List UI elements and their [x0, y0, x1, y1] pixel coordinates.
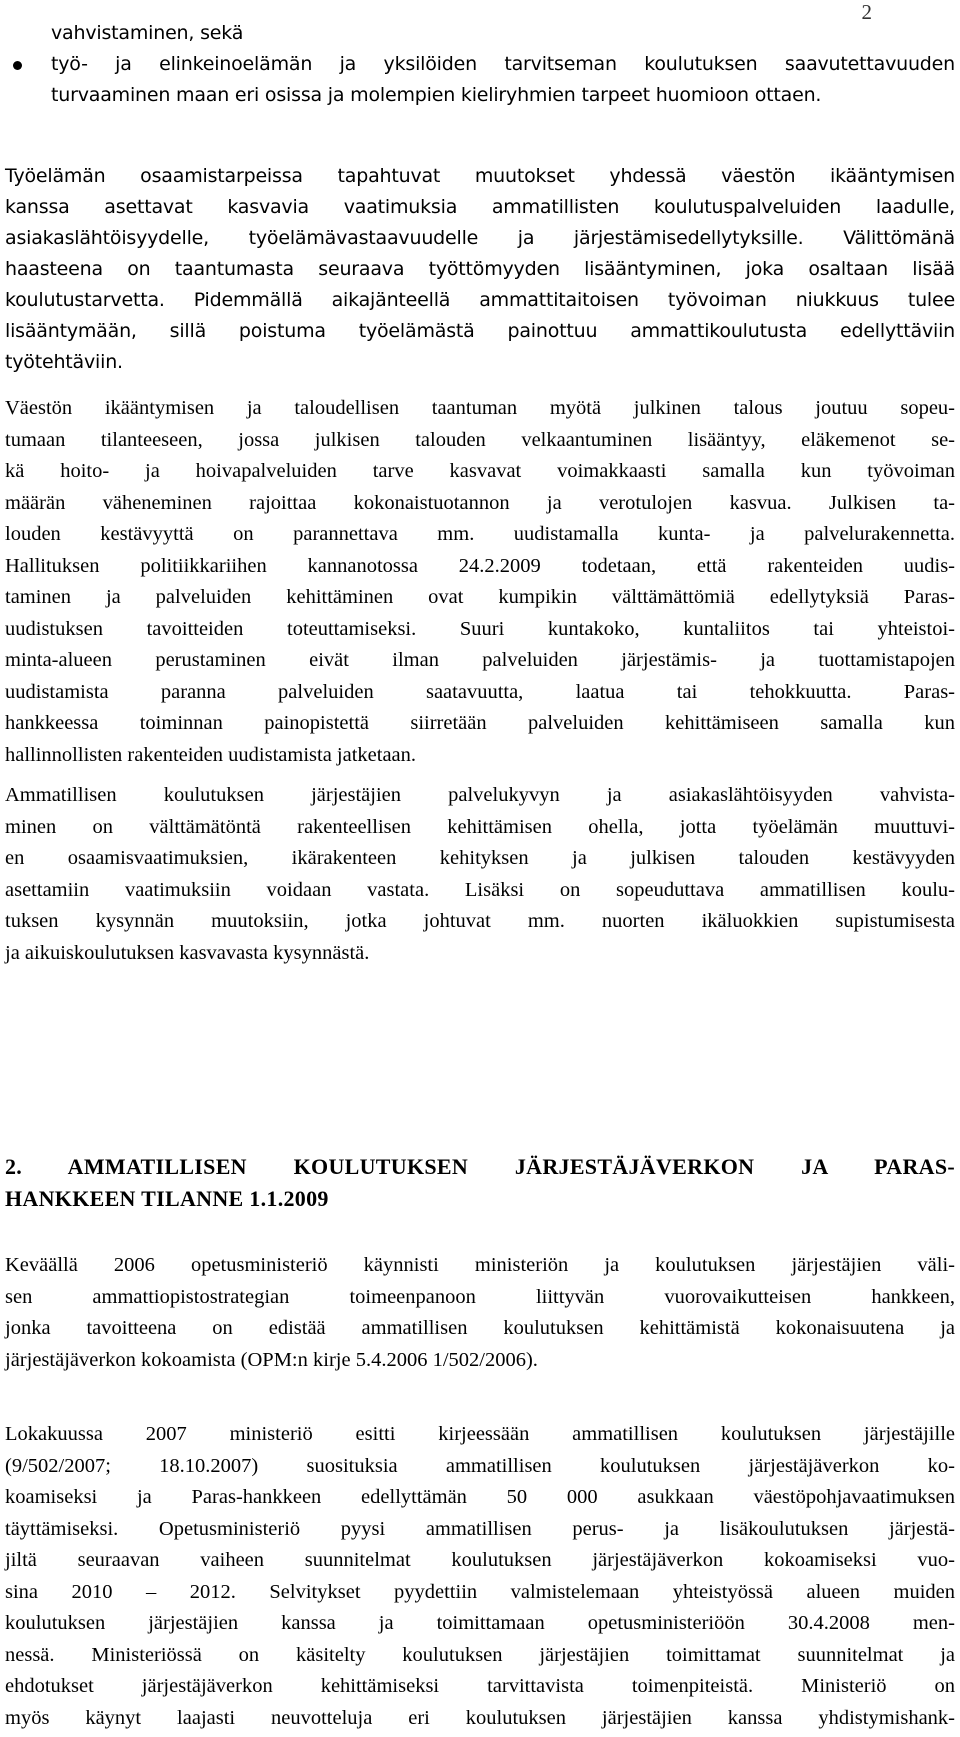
paragraph-line: Työelämän osaamistarpeissa tapahtuvat muutokset yhdessä väestön ikääntymisen — [5, 165, 955, 187]
paragraph-line: en osaamisvaatimuksien, ikärakenteen kehityksen ja julkisen talouden kestävyyden — [5, 847, 955, 869]
paragraph-line: lisääntymään, sillä poistuma työelämästä painottuu ammattikoulutusta edellyttäviin — [5, 320, 955, 342]
paragraph-line: Lokakuussa 2007 ministeriö esitti kirjeessään ammatillisen koulutuksen järjestäjille — [5, 1423, 955, 1445]
paragraph-line: hallinnollisten rakenteiden uudistamista jatketaan. — [5, 743, 417, 766]
paragraph-line: taminen ja palveluiden kehittäminen ovat kumpikin välttämättömiä edellytyksiä Paras- — [5, 586, 955, 608]
bullet-continuation-text: vahvistaminen, sekä — [51, 22, 244, 44]
paragraph-line: Väestön ikääntymisen ja taloudellisen taantuman myötä julkinen talous joutuu sopeu- — [5, 397, 955, 419]
paragraph-line: Keväällä 2006 opetusministeriö käynnisti ministeriön ja koulutuksen järjestäjien väli- — [5, 1254, 955, 1276]
paragraph-line: jonka tavoitteena on edistää ammatillisen koulutuksen kehittämistä kokonaisuutena ja — [5, 1317, 955, 1339]
paragraph-line: tumaan tilanteeseen, jossa julkisen talouden velkaantuminen lisääntyy, eläkemenot se- — [5, 428, 955, 451]
paragraph-line: kanssa asettavat kasvavia vaatimuksia ammatillisten koulutuspalveluiden laadulle, — [5, 196, 955, 218]
paragraph-line: myös käynyt laajasti neuvotteluja eri koulutuksen järjestäjien kanssa yhdistymishank- — [5, 1706, 955, 1729]
paragraph-line: koamiseksi ja Paras-hankkeen edellyttämän 50 000 asukkaan väestöpohjavaatimuksen — [5, 1486, 955, 1508]
paragraph-2 — [5, 393, 955, 771]
paragraph-line: täyttämiseksi. Opetusministeriö pyysi ammatillisen perus- ja lisäkoulutuksen järjestä- — [5, 1517, 955, 1540]
page-number: 2 — [861, 0, 872, 24]
paragraph-line: (9/502/2007; 18.10.2007) suosituksia ammatillisen koulutuksen järjestäjäverkon ko- — [5, 1454, 955, 1477]
paragraph-line: uudistuksen tavoitteiden toteuttamiseksi. Suuri kuntakoko, kuntaliitos tai yhteistoi- — [5, 617, 955, 640]
paragraph-4 — [5, 1250, 955, 1376]
paragraph-line: nessä. Ministeriössä on käsitelty koulutuksen järjestäjien toimittamat suunnitelmat ja — [5, 1643, 955, 1666]
paragraph-line: määrän väheneminen rajoittaa kokonaistuotannon ja verotulojen kasvua. Julkisen ta- — [5, 491, 955, 514]
bullet-line: työ- ja elinkeinoelämän ja yksilöiden tarvitseman koulutuksen saavutettavuuden — [51, 53, 955, 75]
paragraph-line: työtehtäviin. — [5, 351, 123, 373]
paragraph-line: järjestäjäverkon kokoamista (OPM:n kirje 5.4.2006 1/502/2006). — [5, 1348, 538, 1371]
paragraph-5 — [5, 1419, 955, 1734]
paragraph-line: ja aikuiskoulutuksen kasvavasta kysynnästä. — [5, 941, 370, 964]
paragraph-line: haasteena on taantumasta seuraava työttömyyden lisääntyminen, joka osaltaan lisää — [5, 258, 955, 280]
paragraph-line: louden kestävyyttä on parannettava mm. uudistamalla kunta- ja palvelurakennetta. — [5, 523, 955, 545]
bullet-line: turvaaminen maan eri osissa ja molempien kieliryhmien tarpeet huomioon ottaen. — [51, 84, 822, 106]
paragraph-line: Hallituksen politiikkariihen kannanotossa 24.2.2009 todetaan, että rakenteiden uudis- — [5, 554, 955, 577]
bullet-item — [5, 49, 955, 111]
paragraph-line: asettamiin vaatimuksiin voidaan vastata. Lisäksi on sopeuduttava ammatillisen koulu- — [5, 878, 955, 901]
paragraph-line: koulutuksen järjestäjien kanssa ja toimittamaan opetusministeriöön 30.4.2008 men- — [5, 1612, 955, 1634]
bullet-continuation — [5, 18, 955, 49]
paragraph-line: kä hoito- ja hoivapalveluiden tarve kasvavat voimakkaasti samalla kun työvoiman — [5, 460, 955, 482]
section-heading-line: 2. AMMATILLISEN KOULUTUKSEN JÄRJESTÄJÄVERKON JA PARAS- — [5, 1154, 955, 1179]
paragraph-line: minen on välttämätöntä rakenteellisen kehittämisen ohella, jotta työelämän muuttuvi- — [5, 815, 955, 838]
section-heading-line: HANKKEEN TILANNE 1.1.2009 — [5, 1186, 329, 1211]
paragraph-1 — [5, 161, 955, 378]
paragraph-line: minta-alueen perustaminen eivät ilman palveluiden järjestämis- ja tuottamistapojen — [5, 649, 955, 671]
paragraph-line: koulutustarvetta. Pidemmällä aikajänteellä ammattitaitoisen työvoiman niukkuus tulee — [5, 289, 955, 311]
paragraph-line: uudistamista paranna palveluiden saatavuutta, laatua tai tehokkuutta. Paras- — [5, 680, 955, 703]
paragraph-line: sina 2010 – 2012. Selvitykset pyydettiin valmistelemaan yhteistyössä alueen muiden — [5, 1580, 955, 1603]
paragraph-line: asiakaslähtöisyydelle, työelämävastaavuudelle ja järjestämisedellytyksille. Välittömänä — [5, 227, 955, 249]
paragraph-line: tuksen kysynnän muutoksiin, jotka johtuvat mm. nuorten ikäluokkien supistumisesta — [5, 910, 955, 932]
bullet-list — [5, 18, 955, 111]
paragraph-line: jiltä seuraavan vaiheen suunnitelmat koulutuksen järjestäjäverkon kokoamiseksi vuo- — [5, 1549, 955, 1571]
section-heading — [5, 1151, 955, 1215]
paragraph-line: Ammatillisen koulutuksen järjestäjien palvelukyvyn ja asiakaslähtöisyyden vahvista- — [5, 784, 955, 806]
bullet-dot-icon — [13, 61, 22, 70]
paragraph-line: ehdotukset järjestäjäverkon kehittämiseksi tarvittavista toimenpiteistä. Ministeriö on — [5, 1675, 955, 1697]
paragraph-line: hankkeessa toiminnan painopistettä siirretään palveluiden kehittämiseen samalla kun — [5, 712, 955, 734]
paragraph-3 — [5, 780, 955, 969]
paragraph-line: sen ammattiopistostrategian toimeenpanoon liittyvän vuorovaikutteisen hankkeen, — [5, 1285, 955, 1308]
